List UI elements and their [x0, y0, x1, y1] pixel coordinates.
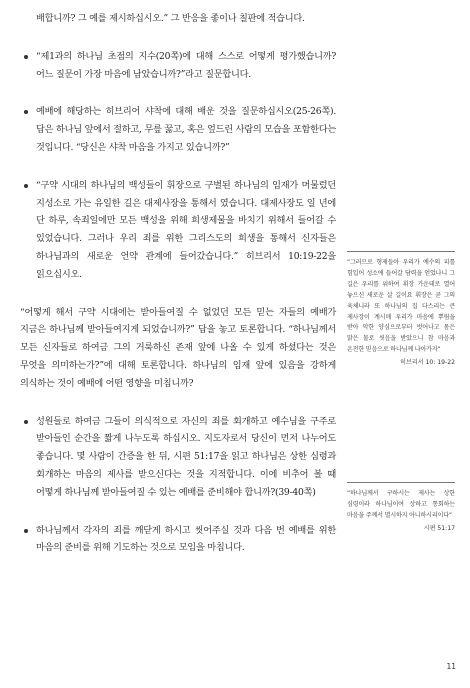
- bullet-dot: [24, 55, 28, 59]
- bullet-item: [20, 103, 336, 156]
- page-number: 11: [446, 662, 456, 671]
- sidebar-divider: [347, 482, 455, 483]
- bullet-text: 예배에 해당하는 히브리어 샤착에 대해 배운 것을 질문하십시오(25-26쪽). 답은 하나님 앞에서 절하고, 무릎 꿇고, 혹은 엎드린 사람의 모습을 포함한다는 것입니다. “당신은 샤착 마음을 가지고 있습니까?”: [36, 106, 336, 153]
- discussion-paragraph: “어떻게 해서 구약 시대에는 받아들여질 수 없었던 모든 믿는 자들의 예배가 지금은 하나님께 받아들여지게 되었습니까?” 답을 놓고 토론합니다. “하나님께서 모든 신자들로 하여금 그의 거룩하신 존재 앞에 나올 수 있게 하셨다는 것은 무엇을 의미하는가?”에 대해 토론합니다. 하나님의 임재 앞에 있음을 강하게 의식하는 것이 예배에 어떤 영향을 미칩니까?: [20, 306, 336, 389]
- sidebar-quote-text: “하나님께서 구하시는 제사는 상한 심령이라 하나님이여 상하고 통회하는 마음을 주께서 멸시하지 아니하시리이다”: [347, 490, 455, 519]
- sidebar-quote-text: “그러므로 형제들아 우리가 예수의 피를 힘입어 성소에 들어갈 담력을 얻었나니 그 길은 우리를 위하여 휘장 가운데로 열어 놓으신 새로운 살 길이요 휘장은 곧 그의 육체니라 또 하나님의 집 다스리는 큰 제사장이 계시매 우리가 마음에 뿌림을 받아 악한 양심으로부터 벗어나고 몸은 맑은 물로 씻음을 받았으니 참 마음과 온전한 믿음으로 하나님께 나아가자”: [347, 259, 455, 354]
- sidebar-divider: [347, 251, 455, 252]
- bullet-dot: [24, 529, 28, 533]
- bullet-dot: [24, 420, 28, 424]
- bullet-text: 하나님께서 각자의 죄를 깨닫게 하시고 씻어주실 것과 다음 번 예배를 위한 마음의 준비를 위해 기도하는 것으로 모임을 마칩니다.: [36, 524, 336, 554]
- bullet-dot: [24, 184, 28, 188]
- bullet-item: [20, 48, 336, 84]
- bullet-text: “제1과의 하나님 초점의 지수(20쪽)에 대해 스스로 어떻게 평가했습니까? 어느 질문이 가장 마음에 남았습니까?”라고 질문합니다.: [36, 50, 336, 80]
- continuation-text: 배합니까? 그 예를 제시하십시오.” 그 반응을 좋이나 칠판에 적습니다.: [36, 13, 305, 24]
- bullet-item: [20, 177, 336, 284]
- sidebar-quote-ref: 히브리서 10: 19-22: [400, 359, 455, 367]
- bullet-item: [20, 522, 336, 558]
- main-column: [20, 10, 336, 557]
- bullet-text: “구약 시대의 하나님의 백성들이 휘장으로 구별된 하나님의 임재가 머물렀던 지성소로 가는 유일한 길은 대제사장을 통해서 였습니다. 대제사장도 일 년에 단 하루, 속죄일에만 모든 백성을 위해 희생제물을 바치기 위해서 들어갈 수 있었습니다. 그러나 우리 죄를 위한 그리스도의 희생을 통해서 신자들은 하나님과의 새로운 언약 관계에 들어갔습니다.” 히브리서 10:19-22을 읽으십시오.: [36, 179, 336, 280]
- bullet-dot: [24, 110, 28, 114]
- bullet-text: 성원들로 하여금 그들이 의식적으로 자신의 죄를 회개하고 예수님을 구주로 받아들인 순간을 짧게 나누도록 하십시오. 지도자로서 당신이 먼저 나누어도 좋습니다. 몇 사람이 간증을 한 뒤, 시편 51:17을 읽고 하나님은 상한 심령과 회개하는 마음의 제사를 받으신다는 것을 지적합니다. 이에 비추어 볼 때 어떻게 하나님께 받아들여질 수 있는 예배를 준비해야 합니까?(39-40쪽): [36, 415, 336, 498]
- sidebar-quote-hebrews: [347, 251, 455, 366]
- bullet-item: [20, 413, 336, 502]
- sidebar-quote-ref: 시편 51:17: [423, 524, 455, 532]
- sidebar-quote-psalms: [347, 482, 455, 532]
